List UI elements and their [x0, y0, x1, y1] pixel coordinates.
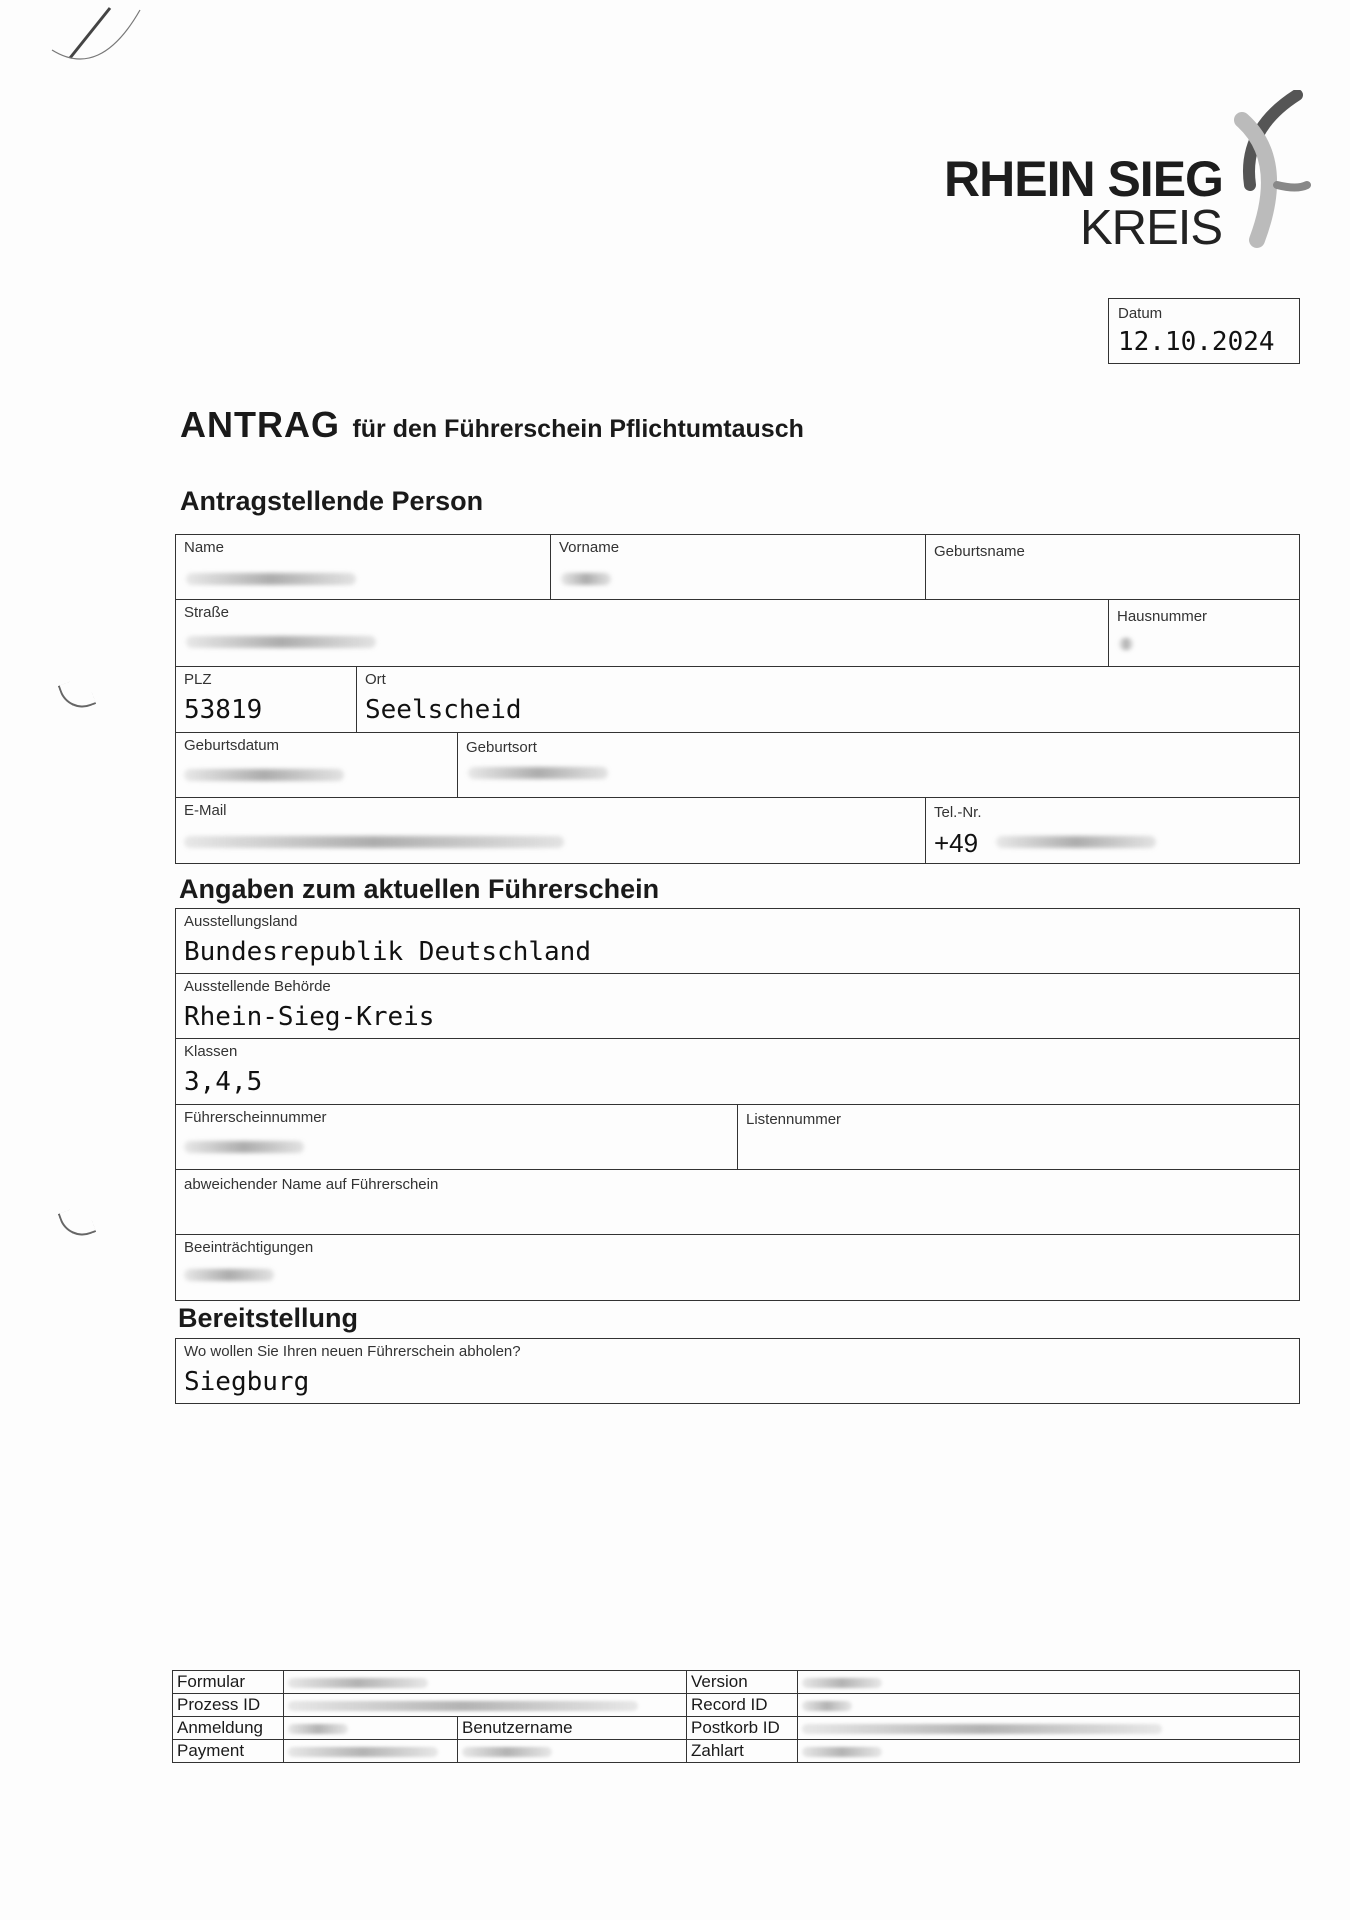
postkorb-id-label: Postkorb ID: [687, 1717, 798, 1740]
name-label: Name: [184, 539, 225, 556]
postkorb-id-value: [798, 1717, 1300, 1740]
redacted-value: [184, 1269, 274, 1281]
section-title-applicant: Antragstellende Person: [180, 486, 484, 516]
redacted-value: [184, 1141, 304, 1153]
abweichender-name-label: abweichender Name auf Führerschein: [184, 1176, 439, 1193]
date-value[interactable]: 12.10.2024: [1118, 327, 1275, 357]
prozess-id-label: Prozess ID: [173, 1694, 284, 1717]
fuehrerscheinnummer-field[interactable]: [175, 1104, 738, 1170]
redacted-value: [996, 836, 1156, 848]
section-title-license: Angaben zum aktuellen Führerschein: [179, 874, 660, 904]
punch-hole-mark: [58, 1204, 96, 1242]
klassen-field[interactable]: [175, 1038, 1300, 1105]
redacted-value: [186, 636, 376, 648]
rhein-sieg-kreis-logo: [940, 90, 1310, 260]
record-id-value: [798, 1694, 1300, 1717]
abholort-field[interactable]: [175, 1338, 1300, 1404]
date-box: [1108, 298, 1300, 364]
tel-label: Tel.-Nr.: [934, 804, 982, 821]
behoerde-field[interactable]: [175, 973, 1300, 1039]
fuehrerscheinnummer-label: Führerscheinnummer: [184, 1109, 327, 1126]
payment-value: [284, 1740, 458, 1763]
benutzername-label: Benutzername: [458, 1717, 687, 1740]
redacted-value: [468, 767, 608, 779]
punch-hole-mark: [58, 676, 96, 714]
version-value: [798, 1671, 1300, 1694]
logo-text-line2: KREIS: [1080, 201, 1223, 255]
redacted-value: [186, 573, 356, 585]
page-title: [180, 404, 804, 446]
section-title-provision: Bereitstellung: [178, 1303, 359, 1333]
geburtsort-field[interactable]: [457, 732, 1300, 798]
beeintraechtigungen-field[interactable]: [175, 1234, 1300, 1301]
ausstellungsland-label: Ausstellungsland: [184, 913, 298, 930]
anmeldung-label: Anmeldung: [173, 1717, 284, 1740]
strasse-label: Straße: [184, 604, 230, 621]
logo-arc-icon: [1202, 90, 1312, 250]
payment-label: Payment: [173, 1740, 284, 1763]
title-sub: für den Führerschein Pflichtumtausch: [352, 415, 804, 443]
behoerde-label: Ausstellende Behörde: [184, 978, 331, 995]
geburtsname-field[interactable]: [925, 534, 1300, 600]
zahlart-value: [798, 1740, 1300, 1763]
name-field[interactable]: [175, 534, 551, 600]
tel-field[interactable]: [925, 797, 1300, 864]
redacted-value: [184, 769, 344, 781]
redacted-value: [1119, 638, 1133, 650]
plz-field[interactable]: [175, 666, 357, 733]
table-row: [173, 1717, 1300, 1740]
hausnummer-field[interactable]: [1108, 599, 1300, 667]
listennummer-label: Listennummer: [746, 1111, 842, 1128]
ausstellungsland-field[interactable]: [175, 908, 1300, 974]
ort-field[interactable]: [356, 666, 1300, 733]
vorname-field[interactable]: [550, 534, 926, 600]
redacted-value: [184, 836, 564, 848]
prozess-id-value: [284, 1694, 687, 1717]
version-label: Version: [687, 1671, 798, 1694]
geburtsdatum-label: Geburtsdatum: [184, 737, 280, 754]
metadata-table: [172, 1670, 1300, 1763]
ort-value: Seelscheid: [365, 695, 522, 725]
logo-text-line1: RHEIN SIEG: [944, 151, 1223, 207]
anmeldung-value: [284, 1717, 458, 1740]
klassen-value: 3,4,5: [184, 1067, 263, 1097]
plz-label: PLZ: [184, 671, 212, 688]
formular-label: Formular: [173, 1671, 284, 1694]
klassen-label: Klassen: [184, 1043, 238, 1060]
formular-value: [284, 1671, 687, 1694]
benutzername-value: [458, 1740, 687, 1763]
ausstellungsland-value: Bundesrepublik Deutschland: [184, 937, 591, 967]
vorname-label: Vorname: [559, 539, 620, 556]
hausnummer-label: Hausnummer: [1117, 608, 1208, 625]
abholort-value: Siegburg: [184, 1367, 310, 1397]
geburtsname-label: Geburtsname: [934, 543, 1025, 560]
listennummer-field[interactable]: [737, 1104, 1300, 1170]
title-main: ANTRAG: [180, 404, 340, 445]
table-row: [173, 1694, 1300, 1717]
plz-value: 53819: [184, 695, 263, 725]
abholort-label: Wo wollen Sie Ihren neuen Führerschein abholen?: [184, 1343, 521, 1360]
date-label: Datum: [1118, 305, 1163, 322]
abweichender-name-field[interactable]: [175, 1169, 1300, 1235]
redacted-value: [561, 573, 611, 585]
table-row: [173, 1671, 1300, 1694]
staple-mark: [40, 0, 150, 85]
record-id-label: Record ID: [687, 1694, 798, 1717]
geburtsort-label: Geburtsort: [466, 739, 537, 756]
geburtsdatum-field[interactable]: [175, 732, 458, 798]
ort-label: Ort: [365, 671, 386, 688]
tel-value: +49: [934, 828, 979, 858]
zahlart-label: Zahlart: [687, 1740, 798, 1763]
email-field[interactable]: [175, 797, 926, 864]
email-label: E-Mail: [184, 802, 227, 819]
table-row: [173, 1740, 1300, 1763]
strasse-field[interactable]: [175, 599, 1109, 667]
beeintraechtigungen-label: Beeinträchtigungen: [184, 1239, 314, 1256]
behoerde-value: Rhein-Sieg-Kreis: [184, 1002, 435, 1032]
